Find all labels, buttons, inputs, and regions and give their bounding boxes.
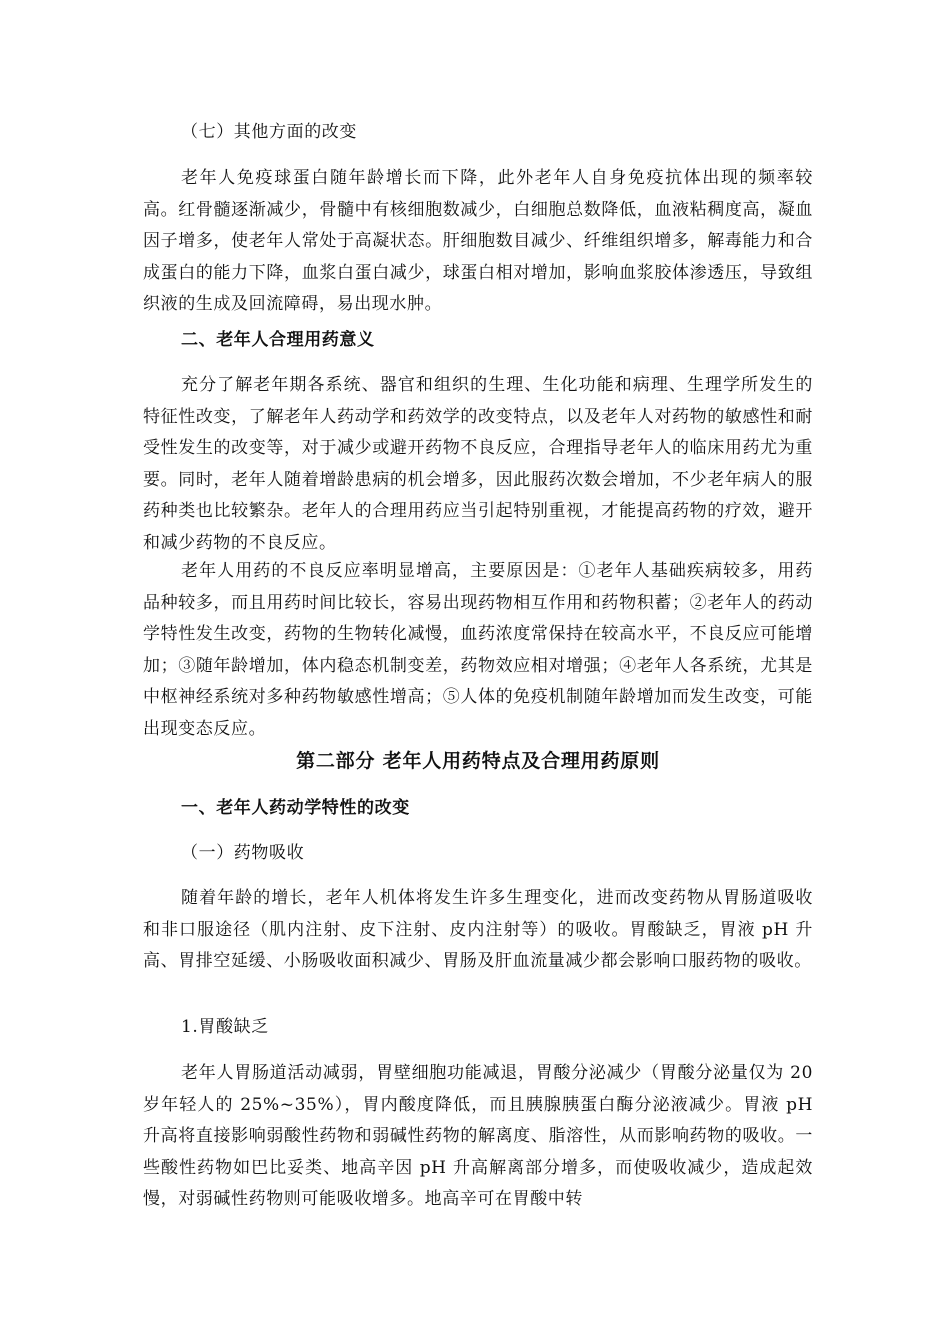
subsection-heading-absorption: （一）药物吸收 xyxy=(181,843,305,863)
part-two-title: 第二部分 老年人用药特点及合理用药原则 xyxy=(296,750,660,772)
paragraph-significance-1: 充分了解老年期各系统、器官和组织的生理、生化功能和病理、生理学所发生的特征性改变，了解老年人药动学和药效学的改变特点，以及老年人对药物的敏感性和耐受性发生的改变等，对于减少或避开药物不良反应，合理指导老年人的临床用药尤为重要。同时，老年人随着增龄患病的机会增多，因此服药次数会增加，不少老年病人的服药种类也比较繁杂。老年人的合理用药应当引起特别重视，才能提高药物的疗效，避开和减少药物的不良反应。 xyxy=(143,375,813,553)
paragraph-significance-2: 老年人用药的不良反应率明显增高，主要原因是：①老年人基础疾病较多，用药品种较多，而且用药时间比较长，容易出现药物相互作用和药物积蓄；②老年人的药动学特性发生改变，药物的生物转化减慢，血药浓度常保持在较高水平，不良反应可能增加；③随年龄增加，体内稳态机制变差，药物效应相对增强；④老年人各系统，尤其是中枢神经系统对多种药物敏感性增高；⑤人体的免疫机制随年龄增加而发生改变，可能出现变态反应。 xyxy=(143,561,813,739)
paragraph-gastric-acid: 老年人胃肠道活动减弱，胃壁细胞功能减退，胃酸分泌减少（胃酸分泌量仅为 20 岁年轻人的 25%~35%），胃内酸度降低，而且胰腺胰蛋白酶分泌液减少。胃液 pH 升高将直接影响弱酸性药物和弱碱性药物的解离度、脂溶性，从而影响药物的吸收。一些酸性药物如巴比妥类、地高辛因 pH 升高解离部分增多，而使吸收减少，造成起效慢，对弱碱性药物则可能吸收增多。地高辛可在胃酸中转 xyxy=(143,1063,813,1209)
section-heading-pharmacokinetics: 一、老年人药动学特性的改变 xyxy=(181,798,410,818)
subsection-heading-gastric-acid: 1.胃酸缺乏 xyxy=(181,1017,269,1037)
section-heading-rational-drug-use-significance: 二、老年人合理用药意义 xyxy=(181,330,375,350)
paragraph-absorption: 随着年龄的增长，老年人机体将发生许多生理变化，进而改变药物从胃肠道吸收和非口服途径（肌内注射、皮下注射、皮内注射等）的吸收。胃酸缺乏，胃液 pH 升高、胃排空延缓、小肠吸收面积减少、胃肠及肝血流量减少都会影响口服药物的吸收。 xyxy=(143,888,813,971)
paragraph-immune-changes: 老年人免疫球蛋白随年龄增长而下降，此外老年人自身免疫抗体出现的频率较高。红骨髓逐渐减少，骨髓中有核细胞数减少，白细胞总数降低，血液粘稠度高，凝血因子增多，使老年人常处于高凝状态。肝细胞数目减少、纤维组织增多，解毒能力和合成蛋白的能力下降，血浆白蛋白减少，球蛋白相对增加，影响血浆胶体渗透压，导致组织液的生成及回流障碍，易出现水肿。 xyxy=(143,168,813,314)
section-heading-other-changes: （七）其他方面的改变 xyxy=(181,122,357,142)
